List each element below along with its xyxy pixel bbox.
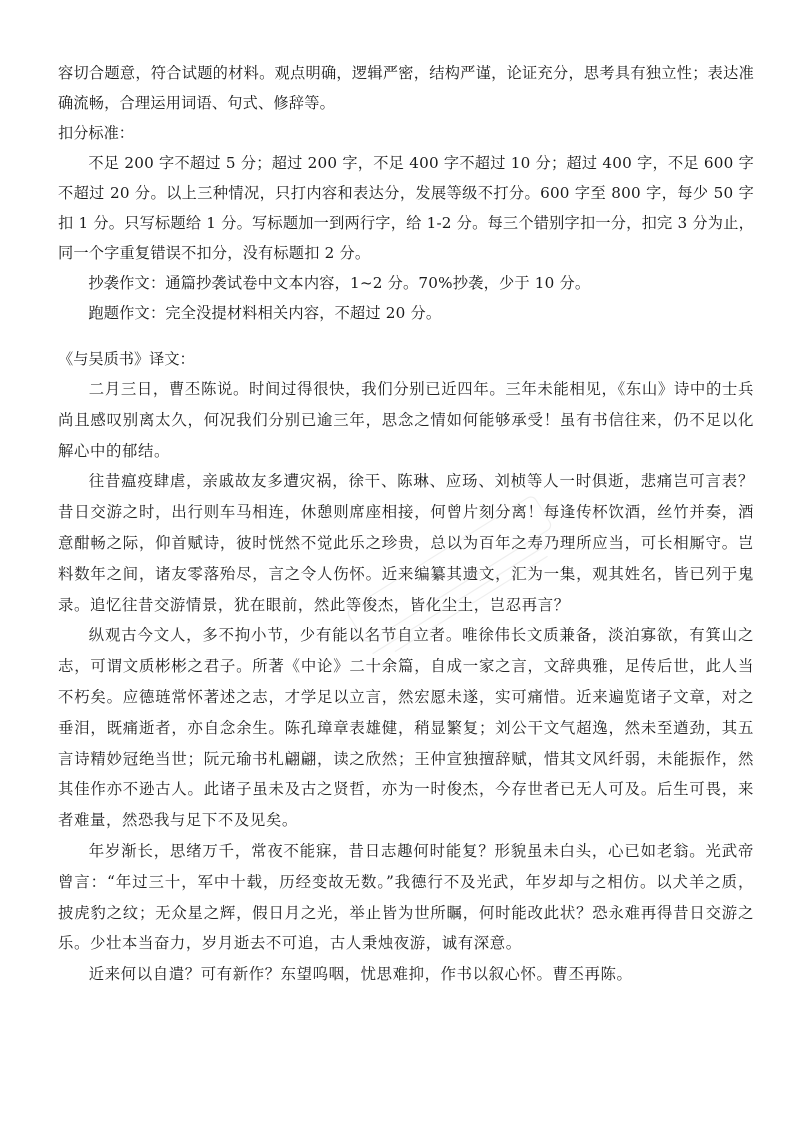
translation-section [58,344,754,990]
translation-paragraph-1: 二月三日，曹丕陈说。时间过得很快，我们分别已近四年。三年未能相见，《东山》诗中的士兵尚且感叹别离太久，何况我们分别已逾三年，思念之情如何能够承受！虽有书信往来，仍不足以化解心中的郁结。 [58,380,754,460]
translation-paragraph-3: 纵观古今文人，多不拘小节，少有能以名节自立者。唯徐伟长文质兼备，淡泊寡欲，有箕山之志，可谓文质彬彬之君子。所著《中论》二十余篇，自成一家之言，文辞典雅，足传后世，此人当不朽矣。应德琏常怀著述之志，才学足以立言，然宏愿未遂，实可痛惜。近来遍览诸子文章，对之垂泪，既痛逝者，亦自念余生。陈孔璋章表雄健，稍显繁复；刘公干文气超逸，然未至遒劲，其五言诗精妙冠绝当世；阮元瑜书札翩翩，读之欣然；王仲宣独擅辞赋，惜其文风纤弱，未能振作，然其佳作亦不逊古人。此诸子虽未及古之贤哲，亦为一时俊杰，今存世者已无人可及。后生可畏，来者难量，然恐我与足下不及见矣。 [58,626,754,830]
deduction-rule-offtopic: 跑题作文：完全没提材料相关内容，不超过 20 分。 [88,304,442,322]
translation-paragraph-5: 近来何以自遣？可有新作？东望呜咽，忧思难抑，作书以叙心怀。曹丕再陈。 [88,965,633,984]
grading-section [58,58,754,328]
document-page [58,58,754,990]
deduction-title: 扣分标准： [58,124,134,142]
grading-intro: 容切合题意，符合试题的材料。观点明确，逻辑严密，结构严谨，论证充分，思考具有独立性；表达准确流畅，合理运用词语、句式、修辞等。 [58,64,754,112]
translation-title: 《与吴质书》译文： [58,350,195,368]
deduction-rule-length: 不足 200 字不超过 5 分；超过 200 字，不足 400 字不超过 10 分；超过 400 字，不足 600 字不超过 20 分。以上三种情况，只打内容和表达分，发展等级不打分。600 字至 800 字，每少 50 字扣 1 分。只写标题给 1 分。写标题加一到两行字，给 1-2 分。每三个错别字扣一分，扣完 3 分为止，同一个字重复错误不扣分，没有标题扣 2 分。 [58,154,754,262]
translation-paragraph-4: 年岁渐长，思绪万千，常夜不能寐，昔日志趣何时能复？形貌虽未白头，心已如老翁。光武帝曾言：“年过三十，军中十载，历经变故无数。”我德行不及光武，年岁却与之相仿。以犬羊之质，披虎豹之纹；无众星之辉，假日月之光，举止皆为世所瞩，何时能改此状？恐永难再得昔日交游之乐。少壮本当奋力，岁月逝去不可追，古人秉烛夜游，诚有深意。 [58,841,754,953]
translation-paragraph-2: 往昔瘟疫肆虐，亲戚故友多遭灾祸，徐干、陈琳、应玚、刘桢等人一时俱逝，悲痛岂可言表？昔日交游之时，出行则车马相连，休憩则席座相接，何曾片刻分离！每逢传杯饮酒，丝竹并奏，酒意酣畅之际，仰首赋诗，彼时恍然不觉此乐之珍贵，总以为百年之寿乃理所应当，可长相厮守。岂料数年之间，诸友零落殆尽，言之令人伤怀。近来编纂其遗文，汇为一集，观其姓名，皆已列于鬼录。追忆往昔交游情景，犹在眼前，然此等俊杰，皆化尘土，岂忍再言？ [58,472,754,614]
deduction-rule-plagiarism: 抄袭作文：通篇抄袭试卷中文本内容，1~2 分。70%抄袭，少于 10 分。 [88,274,591,292]
